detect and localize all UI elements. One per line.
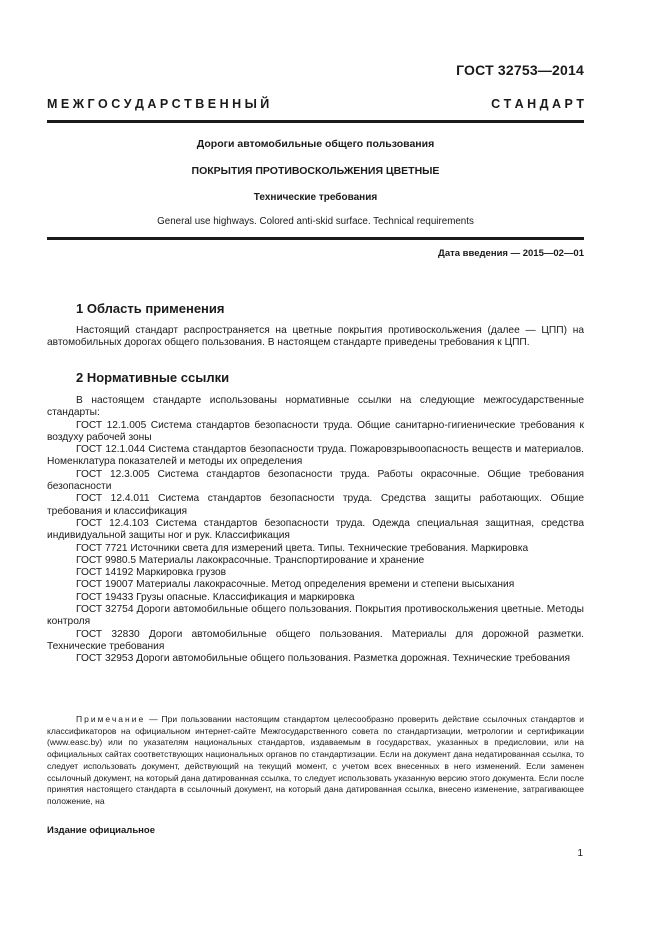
official-edition: Издание официальное xyxy=(47,825,155,836)
reference-item: ГОСТ 32754 Дороги автомобильные общего пользования. Покрытия противоскольжения цветные. Методы контроля xyxy=(47,604,584,628)
title-line-1: Дороги автомобильные общего пользования xyxy=(196,138,435,150)
banner-standard: С Т А Н Д А Р Т xyxy=(491,97,584,111)
note-block xyxy=(47,714,584,808)
note-paragraph xyxy=(47,714,584,808)
title-line-2: ПОКРЫТИЯ ПРОТИВОСКОЛЬЖЕНИЯ ЦВЕТНЫЕ xyxy=(191,165,440,177)
reference-item: ГОСТ 12.3.005 Система стандартов безопасности труда. Работы окрасочные. Общие требования безопасности xyxy=(47,468,584,493)
section-1-heading: 1 Область применения xyxy=(76,301,225,316)
section-2-intro: В настоящем стандарте использованы нормативные ссылки на следующие межгосударственные стандарты: xyxy=(47,395,584,419)
reference-item: ГОСТ 7721 Источники света для измерений цвета. Типы. Технические требования. Маркировка xyxy=(76,542,529,554)
reference-item: ГОСТ 12.4.011 Система стандартов безопасности труда. Средства защиты работающих. Общие требования и классификация xyxy=(47,493,584,517)
section-2-heading: 2 Нормативные ссылки xyxy=(76,370,230,385)
reference-item: ГОСТ 9980.5 Материалы лакокрасочные. Транспортирование и хранение xyxy=(76,554,425,566)
reference-item: ГОСТ 12.4.103 Система стандартов безопасности труда. Одежда специальная защитная, средства индивидуальной защиты ног и рук. Классификация xyxy=(47,517,584,542)
top-rule xyxy=(47,120,584,123)
reference-item: ГОСТ 32830 Дороги автомобильные общего пользования. Материалы для дорожной разметки. Технические требования xyxy=(47,628,584,652)
bottom-rule xyxy=(47,237,584,240)
reference-item: ГОСТ 12.1.005 Система стандартов безопасности труда. Общие санитарно-гигиенические требования к воздуху рабочей зоны xyxy=(47,419,584,443)
reference-item: ГОСТ 19007 Материалы лакокрасочные. Метод определения времени и степени высыхания xyxy=(76,579,515,591)
page-number: 1 xyxy=(577,848,583,859)
note-label: Примечание xyxy=(76,714,146,724)
title-english: General use highways. Colored anti-skid surface. Technical requirements xyxy=(157,216,474,227)
reference-item: ГОСТ 12.1.044 Система стандартов безопасности труда. Пожаровзрывоопасность веществ и материалов. Номенклатура показателей и методы их определения xyxy=(47,444,584,468)
introduction-date: Дата введения — 2015—02—01 xyxy=(438,248,584,259)
reference-item: ГОСТ 19433 Грузы опасные. Классификация и маркировка xyxy=(76,591,355,603)
note-text: — При пользовании настоящим стандартом целесообразно проверить действие ссылочных стандартов и классификаторов на официальном интернет-сайте Межгосударственного совета по стандартизации, метрологии и сертификации (www.easc.by) или по указателям национальных стандартов, издаваемым в государствах, указанных в предисловии, или на официальных сайтах соответствующих национальных органов по стандартизации. Если на документ дана недатированная ссылка, то следует использовать документ, действующий на текущий момент, с учетом всех внесенных в него изменений. Если заменен ссылочный документ, на который дана датированная ссылка, то следует использовать указанную версию этого документа. Если после принятия настоящего стандарта в ссылочный документ, на который дана датированная ссылка, внесено изменение, затрагивающее положение, на xyxy=(47,714,584,806)
banner-interstate: М Е Ж Г О С У Д А Р С Т В Е Н Н Ы Й xyxy=(47,97,270,111)
section-1-paragraph: Настоящий стандарт распространяется на цветные покрытия противоскольжения (далее — ЦПП) на автомобильных дорогах общего пользования. В настоящем стандарте приведены требования к ЦПП. xyxy=(47,325,584,349)
standard-banner xyxy=(47,97,584,111)
section-2-text xyxy=(47,395,584,666)
title-line-3: Технические требования xyxy=(253,192,378,203)
section-1-text xyxy=(47,325,584,350)
document-code: ГОСТ 32753—2014 xyxy=(456,62,584,78)
reference-item: ГОСТ 14192 Маркировка грузов xyxy=(76,567,227,579)
reference-item: ГОСТ 32953 Дороги автомобильные общего пользования. Разметка дорожная. Технические требования xyxy=(76,653,570,665)
